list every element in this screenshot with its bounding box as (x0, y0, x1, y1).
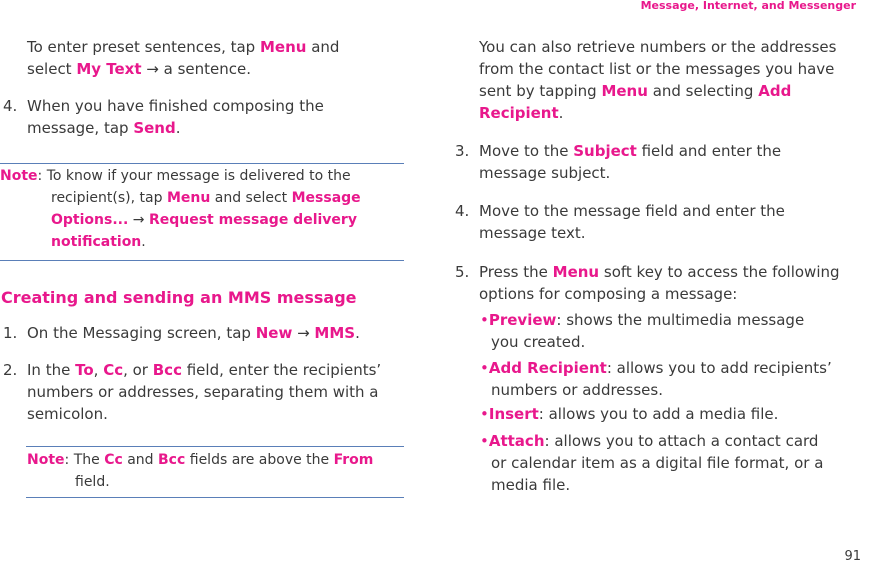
option-add-recipient: •Add Recipient: allows you to add recipients’ numbers or addresses. (480, 359, 832, 399)
step-4-finish: 4. When you have finished composing the message, tap Send. (3, 97, 324, 137)
preset-line-2: select My Text → a sentence. (27, 60, 252, 78)
note-delivery: Note: To know if your message is delivered to the recipient(s), tap Menu and select Message Options... → Request message delivery notification. (0, 168, 361, 250)
note-rule-top (0, 163, 404, 164)
step-4-message-text: 4. Move to the message field and enter the message text. (455, 202, 785, 242)
running-header: Message, Internet, and Messenger (640, 0, 856, 12)
section-title: Creating and sending an MMS message (1, 288, 357, 307)
mms-step-2: 2. In the To, Cc, or Bcc field, enter the recipients’ numbers or addresses, separating them with a semicolon. (3, 361, 382, 423)
option-attach: •Attach: allows you to attach a contact card or calendar item as a digital file format, or a media file. (480, 432, 824, 494)
note2-rule-top (26, 446, 404, 447)
retrieve-intro: You can also retrieve numbers or the addresses from the contact list or the messages you have sent by tapping Menu and selecting Add Recipient. (479, 38, 837, 122)
note2-rule-bottom (26, 497, 404, 498)
note-cc-bcc: Note: The Cc and Bcc fields are above the From field. (27, 452, 374, 490)
step-5-menu: 5. Press the Menu soft key to access the following options for composing a message: (455, 263, 840, 303)
option-insert: •Insert: allows you to add a media file. (480, 405, 779, 423)
note-rule-bottom (0, 260, 404, 261)
option-preview: •Preview: shows the multimedia message you created. (480, 311, 805, 351)
mms-step-1: 1. On the Messaging screen, tap New → MMS. (3, 324, 360, 342)
preset-line-1: To enter preset sentences, tap Menu and (27, 38, 340, 56)
preset-intro (27, 36, 339, 80)
step-3-subject: 3. Move to the Subject field and enter the message subject. (455, 142, 782, 182)
page-number: 91 (844, 549, 861, 564)
